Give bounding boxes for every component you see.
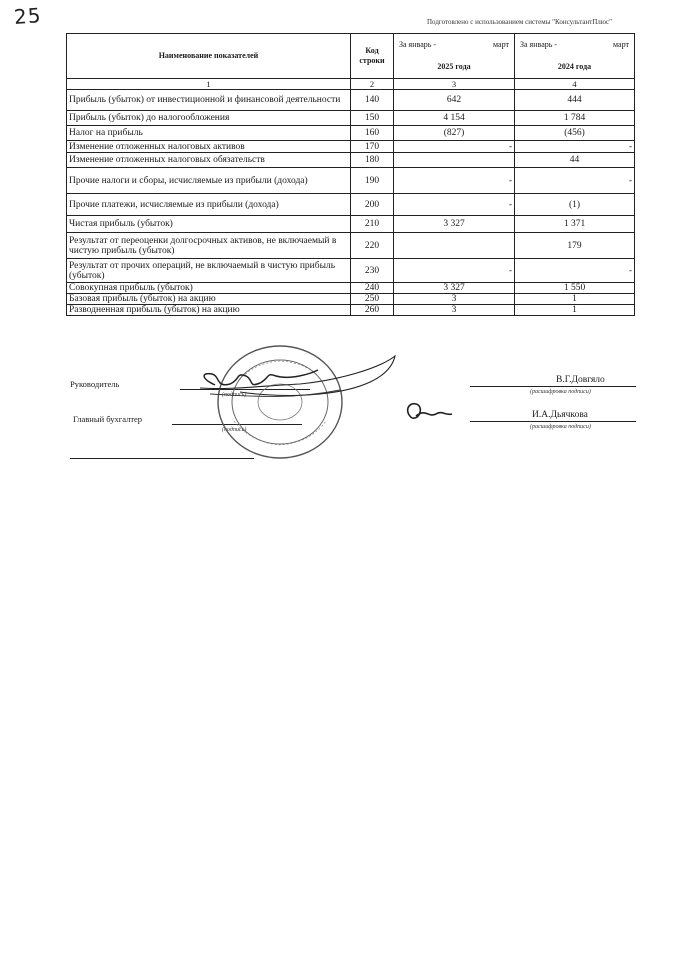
row-value-current: 3 [394,294,515,305]
row-name: Чистая прибыль (убыток) [67,216,351,233]
table-row [67,111,635,126]
row-code: 150 [351,111,394,126]
director-label: Руководитель [70,379,120,389]
director-signature [140,350,410,420]
row-code: 140 [351,90,394,111]
row-name: Разводненная прибыль (убыток) на акцию [67,305,351,316]
director-name-hint: (расшифровка подписи) [530,389,591,395]
row-value-current: - [394,168,515,194]
accountant-name-line [470,421,636,422]
header-name: Наименование показателей [67,34,351,79]
row-value-prev: 1 371 [515,216,635,233]
table-row [67,141,635,153]
row-name: Результат от переоценки долгосрочных активов, не включаемый в чистую прибыль (убыток) [67,233,351,259]
header-code: Код строки [351,34,394,79]
table-row [67,168,635,194]
row-name: Изменение отложенных налоговых активов [67,141,351,153]
table-header-row [67,34,635,79]
table-row [67,294,635,305]
accountant-name-hint: (расшифровка подписи) [530,424,591,430]
header-period-prev-year: 2024 года [557,62,592,71]
accountant-name: И.А.Дьячкова [532,410,588,420]
table-row [67,194,635,216]
row-name: Прибыль (убыток) от инвестиционной и финансовой деятельности [67,90,351,111]
table-row [67,283,635,294]
row-value-prev: - [515,168,635,194]
column-number: 2 [351,79,394,90]
column-number-row [67,79,635,90]
table-row [67,259,635,283]
director-name-line [470,386,636,387]
row-value-current: 642 [394,90,515,111]
table-row [67,153,635,168]
header-period-prev-left: За январь - [520,40,558,49]
row-value-prev: 179 [515,233,635,259]
header-period-current-right: март [493,40,509,49]
row-value-prev: - [515,141,635,153]
row-value-prev: 1 550 [515,283,635,294]
row-name: Изменение отложенных налоговых обязательств [67,153,351,168]
header-period-prev-right: март [613,40,629,49]
table-row [67,305,635,316]
row-code: 250 [351,294,394,305]
row-name: Прибыль (убыток) до налогообложения [67,111,351,126]
accountant-label: Главный бухгалтер [73,414,143,424]
row-name: Прочие налоги и сборы, исчисляемые из прибыли (дохода) [67,168,351,194]
row-code: 200 [351,194,394,216]
row-name: Налог на прибыль [67,126,351,141]
header-period-current-left: За январь - [399,40,437,49]
row-value-current [394,153,515,168]
row-value-prev: (1) [515,194,635,216]
row-value-current: - [394,194,515,216]
prepared-note: Подготовлено с использованием системы "КонсультантПлюс" [426,18,612,26]
header-period-current [394,34,515,79]
row-value-current: - [394,259,515,283]
row-value-prev: (456) [515,126,635,141]
column-number: 4 [515,79,635,90]
row-value-prev: 444 [515,90,635,111]
row-value-current: (827) [394,126,515,141]
row-code: 190 [351,168,394,194]
row-code: 220 [351,233,394,259]
income-statement-table [66,33,635,316]
row-name: Совокупная прибыль (убыток) [67,283,351,294]
row-value-current: 3 [394,305,515,316]
column-number: 1 [67,79,351,90]
row-code: 160 [351,126,394,141]
director-name: В.Г.Довгяло [556,375,605,385]
row-value-current: 3 327 [394,283,515,294]
row-code: 230 [351,259,394,283]
column-number: 3 [394,79,515,90]
row-value-prev: - [515,259,635,283]
row-value-prev: 1 [515,305,635,316]
header-period-prev [515,34,635,79]
table-row [67,126,635,141]
table-row [67,216,635,233]
header-period-current-year: 2025 года [437,62,471,71]
row-code: 170 [351,141,394,153]
row-code: 240 [351,283,394,294]
accountant-signature [400,396,460,430]
accountant-sign-hint: (подпись) [222,427,247,433]
row-code: 210 [351,216,394,233]
table-row [67,90,635,111]
row-value-prev: 1 784 [515,111,635,126]
row-value-prev: 44 [515,153,635,168]
row-value-current: - [394,141,515,153]
row-code: 260 [351,305,394,316]
row-name: Результат от прочих операций, не включаемый в чистую прибыль (убыток) [67,259,351,283]
page-number: 25 [13,3,43,29]
row-value-current [394,233,515,259]
row-value-current: 4 154 [394,111,515,126]
row-code: 180 [351,153,394,168]
row-value-prev: 1 [515,294,635,305]
row-name: Прочие платежи, исчисляемые из прибыли (дохода) [67,194,351,216]
director-sign-hint: (подпись) [222,392,247,398]
row-value-current: 3 327 [394,216,515,233]
table-row [67,233,635,259]
row-name: Базовая прибыль (убыток) на акцию [67,294,351,305]
